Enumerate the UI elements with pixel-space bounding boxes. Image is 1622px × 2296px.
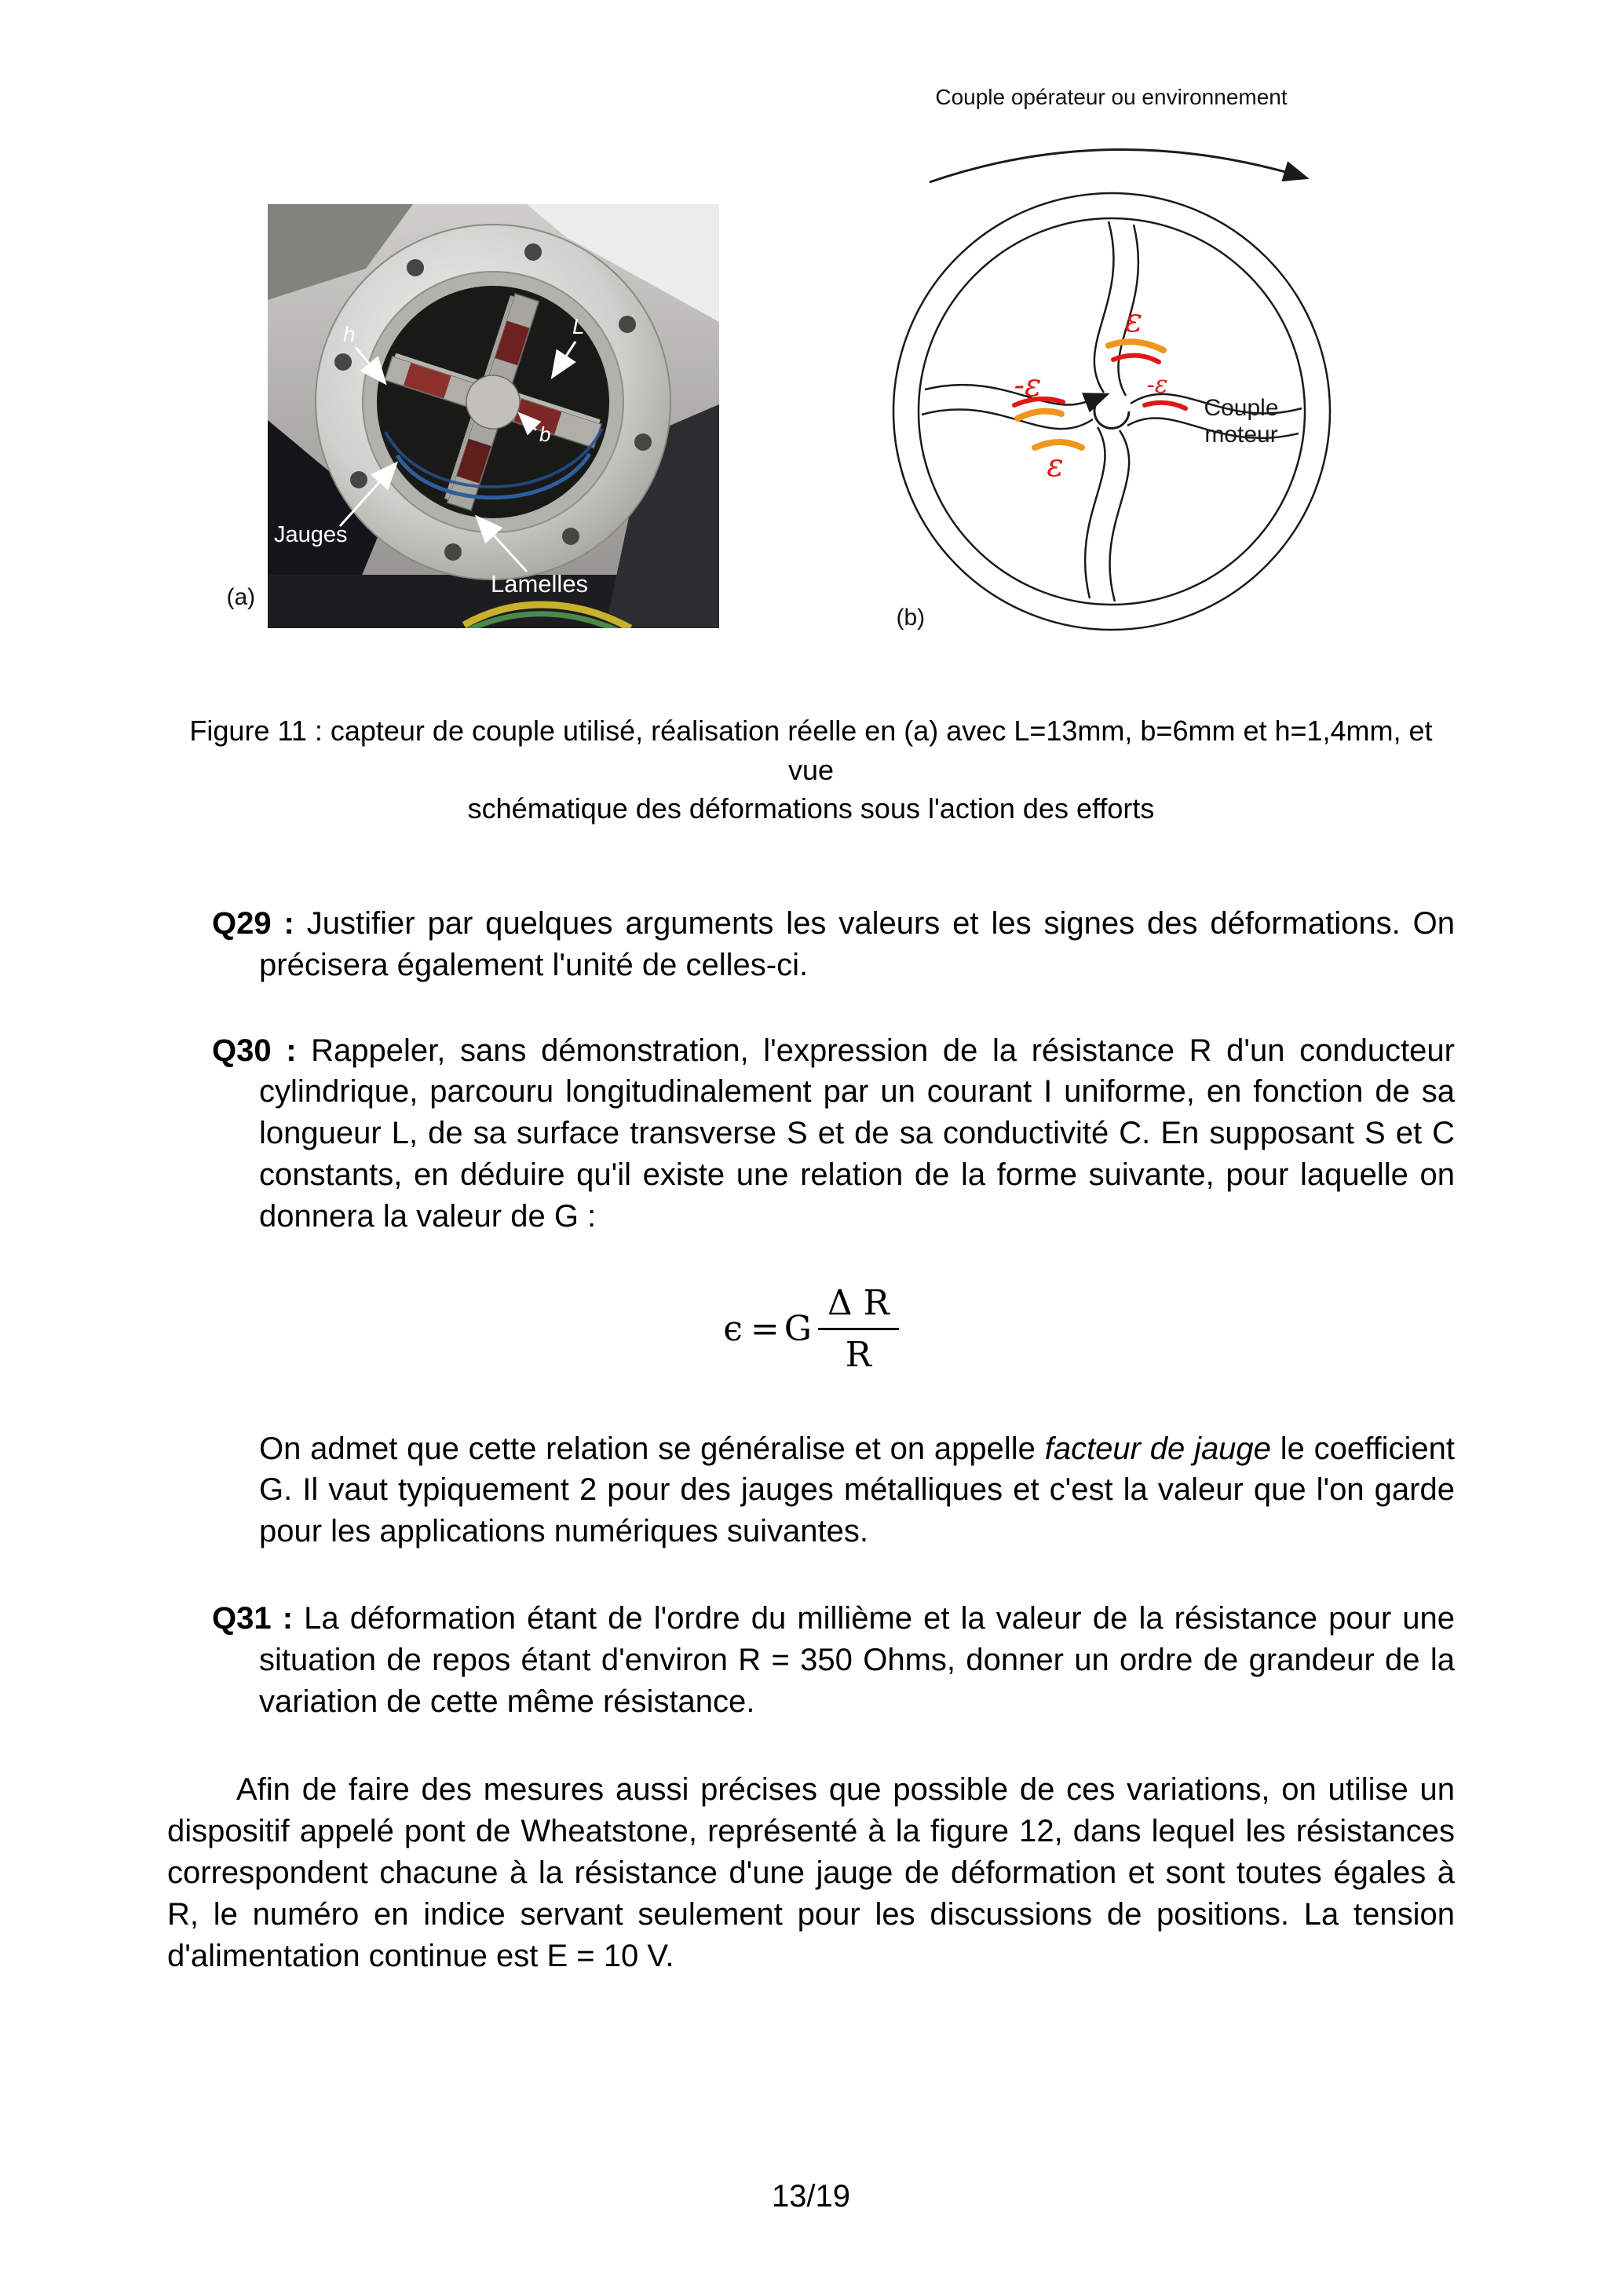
gauge-arc-orange	[1035, 442, 1082, 448]
question-q29-label: Q29 :	[212, 906, 294, 941]
figure-caption-line1: Figure 11 : capteur de couple utilisé, réalisation réelle en (a) avec L=13mm, b=6mm et h=1,4mm, et vue	[189, 715, 1433, 786]
question-q30	[212, 1030, 1455, 1238]
paragraph-gauge-factor-italic: facteur de jauge	[1044, 1431, 1271, 1466]
figure-schematic-b	[868, 85, 1355, 663]
epsilon-top: ε	[1124, 301, 1142, 339]
page-number: 13/19	[771, 2179, 851, 2214]
formula-coefficient: G	[784, 1308, 812, 1349]
bolt-hole	[350, 471, 367, 488]
gauge-factor-formula	[167, 1283, 1455, 1375]
figure-caption-line2: schématique des déformations sous l'action des efforts	[467, 792, 1155, 825]
sensor-photo	[268, 204, 719, 628]
formula-epsilon: ϵ	[723, 1308, 743, 1349]
paragraph-gauge-factor-pre: On admet que cette relation se généralise et on appelle	[259, 1431, 1045, 1466]
bolt-hole	[562, 528, 579, 545]
bolt-hole	[634, 433, 652, 451]
bolt-hole	[444, 543, 462, 561]
question-q29-text: Justifier par quelques arguments les valeurs et les signes des déformations. On précisera également l'unité de celles-ci.	[259, 906, 1455, 982]
gauge-arc-orange	[1017, 411, 1061, 419]
bolt-hole	[407, 259, 424, 276]
figure-11	[167, 85, 1455, 663]
question-q31-text: La déformation étant de l'ordre du millième et la valeur de la résistance pour une situation de repos étant d'environ R = 350 Ohms, donner un ordre de grandeur de la variation de cette même résistance.	[259, 1600, 1455, 1719]
epsilon-bottom: ε	[1046, 448, 1064, 484]
motor-torque-arrow	[1094, 395, 1129, 428]
question-q30-text: Rappeler, sans démonstration, l'expression de la résistance R d'un conducteur cylindrique, parcouru longitudinalement par un courant I uniforme, en fonction de sa longueur L, de sa surface transverse S et de sa conductivité C. En supposant S et C constants, en déduire qu'il existe une relation de la forme suivante, pour laquelle on donnera la valeur de G :	[259, 1033, 1455, 1234]
paragraph-gauge-factor	[259, 1428, 1455, 1552]
deformation-schematic	[868, 113, 1355, 663]
figure-b-label: (b)	[896, 605, 926, 631]
gauge-arc-red	[1145, 403, 1185, 408]
bolt-hole	[619, 316, 636, 333]
epsilon-right: -ε	[1145, 371, 1168, 399]
schematic-title: Couple opérateur ou environnement	[935, 85, 1288, 109]
bolt-hole	[524, 243, 542, 261]
figure-photo-a	[226, 204, 719, 628]
paragraph-gauge-factor-post: le coefficient G. Il vaut typiquement 2 pour des jauges métalliques et c'est la valeur que l'on garde pour les applications numériques suivantes.	[259, 1431, 1455, 1549]
figure-a-label: (a)	[226, 584, 256, 610]
couple-moteur-line1: Couple	[1203, 395, 1279, 421]
annotation-lamelles: Lamelles	[490, 570, 588, 598]
annotation-L: L	[572, 314, 585, 338]
couple-moteur-line2: moteur	[1204, 422, 1278, 448]
operator-torque-arrow	[930, 149, 1305, 182]
annotation-jauges: Jauges	[273, 522, 348, 547]
gauge-arc-orange	[1109, 342, 1164, 350]
formula-numerator: Δ R	[827, 1282, 890, 1323]
question-q31-label: Q31 :	[212, 1600, 294, 1636]
formula-fraction	[818, 1283, 899, 1375]
question-q30-label: Q30 :	[212, 1033, 297, 1068]
formula-equals: =	[750, 1308, 780, 1349]
gauge-arc-red	[1113, 356, 1159, 362]
paragraph-wheatstone: Afin de faire des mesures aussi précises que possible de ces variations, on utilise un dispositif appelé pont de Wheatstone, représenté à la figure 12, dans lequel les résistances correspondent chacune à la résistance d'une jauge de déformation et sont toutes égales à R, le numéro en indice servant seulement pour les discussions de positions. La tension d'alimentation continue est E = 10 V.	[167, 1772, 1455, 1973]
bolt-hole	[334, 353, 352, 371]
annotation-h: h	[342, 322, 356, 346]
formula-denominator: R	[818, 1328, 899, 1375]
question-q29	[212, 903, 1455, 986]
page-content	[0, 85, 1622, 1976]
annotation-b: b	[539, 422, 550, 446]
epsilon-left: -ε	[1014, 367, 1041, 404]
question-q31	[212, 1598, 1455, 1722]
figure-caption	[167, 711, 1455, 828]
